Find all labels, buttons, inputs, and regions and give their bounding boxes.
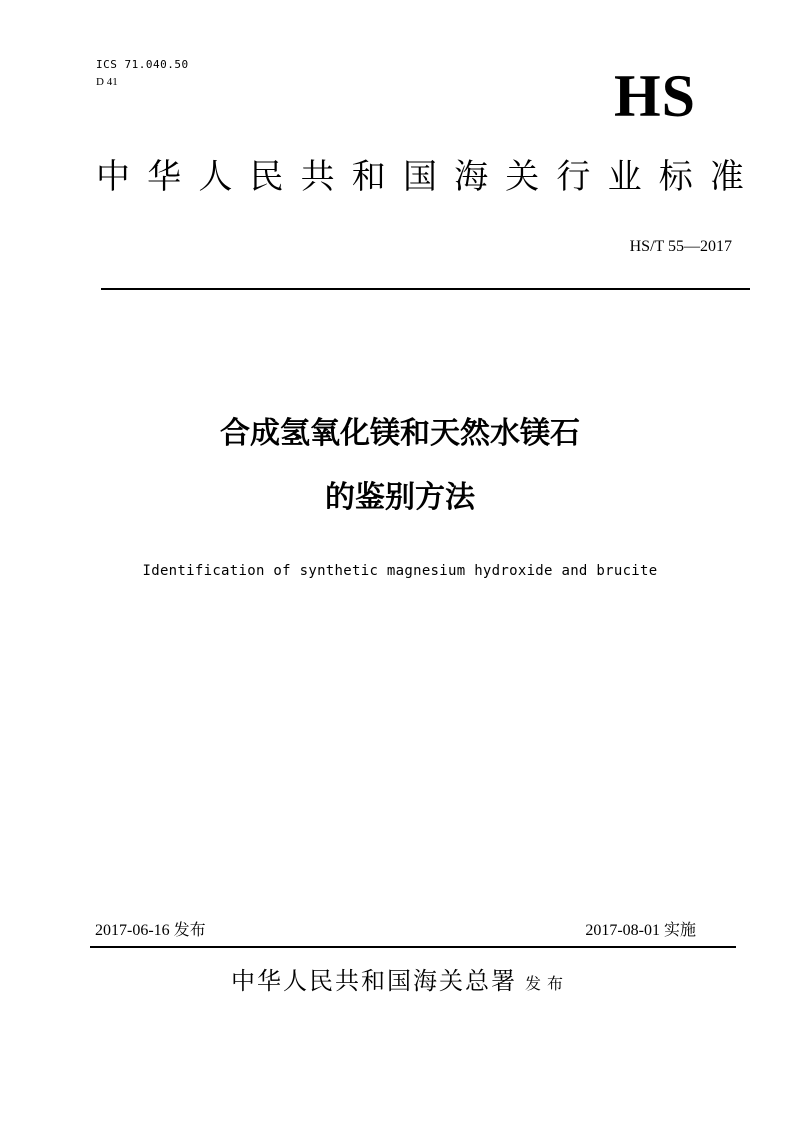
issue-date: 2017-06-16 发布 <box>95 922 206 939</box>
standard-type-char: 和 <box>351 157 386 197</box>
standard-type-char: 标 <box>658 157 693 197</box>
issuer-suffix: 发布 <box>524 974 569 993</box>
bottom-divider <box>90 946 736 948</box>
top-divider <box>101 288 750 290</box>
hs-logo: HS <box>613 63 696 129</box>
standard-type-char: 海 <box>454 157 489 197</box>
chinese-title-line-1: 合成氢氧化镁和天然水镁石 <box>220 416 580 451</box>
standard-type-char: 共 <box>300 157 335 197</box>
standard-number: HS/T 55—2017 <box>629 238 732 255</box>
issuing-authority <box>0 965 800 1000</box>
implementation-date: 2017-08-01 实施 <box>585 922 696 939</box>
ics-code: ICS 71.040.50 <box>96 58 189 71</box>
standard-type-char: 华 <box>147 157 182 197</box>
standard-type-heading <box>96 157 744 197</box>
chinese-title-line-2: 的鉴别方法 <box>325 480 475 515</box>
standard-type-char: 关 <box>505 157 540 197</box>
standard-type-char: 民 <box>249 157 284 197</box>
issuer-name: 中华人民共和国海关总署 <box>230 967 517 995</box>
standard-type-char: 中 <box>96 157 130 197</box>
ccs-code: D 41 <box>96 76 118 88</box>
standard-type-char: 人 <box>198 157 233 197</box>
standard-type-char: 行 <box>556 157 591 197</box>
standard-type-char: 业 <box>607 157 642 197</box>
standard-type-char: 国 <box>402 157 437 197</box>
english-title: Identification of synthetic magnesium hydroxide and brucite <box>142 563 658 579</box>
standard-type-char: 准 <box>709 157 744 197</box>
